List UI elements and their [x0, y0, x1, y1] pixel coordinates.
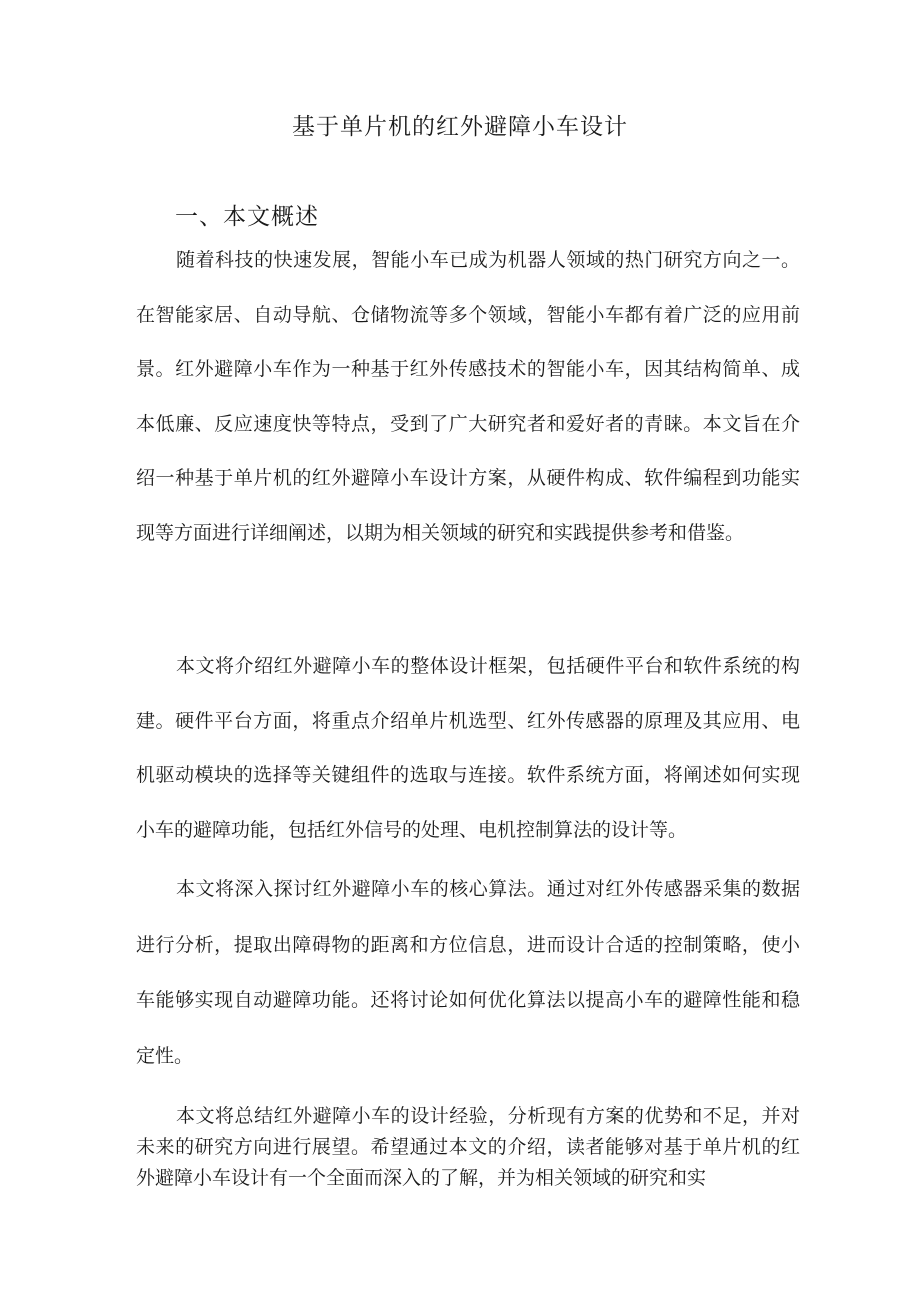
paragraph-4: 本文将总结红外避障小车的设计经验，分析现有方案的优势和不足，并对未来的研究方向进行展望。希望通过本文的介绍，读者能够对基于单片机的红外避障小车设计有一个全面而深入的了解，并为相关领域的研究和实 — [136, 1105, 800, 1189]
section-heading: 一、本文概述 — [175, 204, 319, 230]
document-title: 基于单片机的红外避障小车设计 — [292, 114, 628, 140]
paragraph-2: 本文将介绍红外避障小车的整体设计框架，包括硬件平台和软件系统的构建。硬件平台方面，将重点介绍单片机选型、红外传感器的原理及其应用、电机驱动模块的选择等关键组件的选取与连接。软件系统方面，将阐述如何实现小车的避障功能，包括红外信号的处理、电机控制算法的设计等。 — [136, 655, 800, 841]
paragraph-1: 随着科技的快速发展，智能小车已成为机器人领域的热门研究方向之一。在智能家居、自动导航、仓储物流等多个领域，智能小车都有着广泛的应用前景。红外避障小车作为一种基于红外传感技术的智能小车，因其结构简单、成本低廉、反应速度快等特点，受到了广大研究者和爱好者的青睐。本文旨在介绍一种基于单片机的红外避障小车设计方案，从硬件构成、软件编程到功能实现等方面进行详细阐述，以期为相关领域的研究和实践提供参考和借鉴。 — [136, 249, 800, 544]
paragraph-3: 本文将深入探讨红外避障小车的核心算法。通过对红外传感器采集的数据进行分析，提取出障碍物的距离和方位信息，进而设计合适的控制策略，使小车能够实现自动避障功能。还将讨论如何优化算法以提高小车的避障性能和稳定性。 — [136, 878, 800, 1067]
